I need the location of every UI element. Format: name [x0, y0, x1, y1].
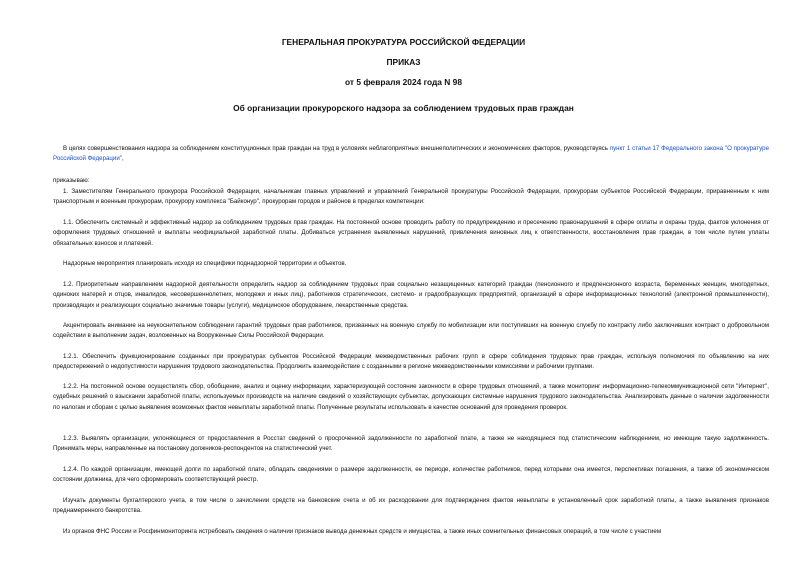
paragraph-izuchat: Изучать документы бухгалтерского учета, в том числе о зачислении средств на банковские счета и об их расходовании для подтверждения фактов невыплаты в установленный срок заработной платы, а также выявления признаков преднамеренного банкротства.	[53, 497, 769, 515]
paragraph-1: 1. Заместителям Генерального прокурора Российской Федерации, начальникам главных управлений и управлений Генеральной прокуратуры Российской Федерации, прокурорам субъектов Российской Федерации, приравненным к ним транспортным и военным прокурорам, прокурору комплекса "Байконур", прокурорам городов и районов в пределах компетенции:	[53, 188, 769, 206]
link-article-17[interactable]: пункт 1 статьи 17	[609, 145, 660, 152]
paragraph-1-1: 1.1. Обеспечить системный и эффективный надзор за соблюдением трудовых прав граждан. На постоянной основе проводить работу по предупреждению и пресечению правонарушений в сфере оплаты и охраны труда, фактов уклонения от оформления трудовых отношений и выплаты неофициальной заработной платы. Добиваться устранения выявленных нарушений, привлечения виновных лиц к ответственности, восстановления прав граждан, в том числе путем уплаты обязательных взносов и платежей.	[53, 219, 769, 247]
preamble-paragraph: В целях совершенствования надзора за соблюдением конституционных прав граждан на труд в условиях неблагоприятных внешнеполитических и экономических факторов, руководствуясь пункт 1 статьи 17 Федерального закона "О прокуратуре Российской Федерации",	[53, 145, 769, 163]
paragraph-1-2-1: 1.2.1. Обеспечить функционирование созданных при прокуратурах субъектов Российской Федерации межведомственных рабочих групп в сфере соблюдения трудовых прав граждан, используя полномочия по объявлению на них предостережений о недопустимости нарушения трудового законодательства. Продолжить взаимодействие с созданными в регионе межведомственными комиссиями и рабочими группами.	[53, 353, 769, 371]
paragraph-akcent: Акцентировать внимание на неукоснительном соблюдении гарантий трудовых прав работников, призванных на военную службу по мобилизации или поступивших на военную службу по контракту либо заключивших контракт о добровольном содействии в выполнении задач, возложенных на Вооруженные Силы Российской Федерации.	[53, 322, 769, 340]
document-title: Об организации прокурорского надзора за соблюдением трудовых прав граждан	[233, 103, 574, 113]
order-word: приказываю:	[53, 177, 90, 184]
paragraph-1-2: 1.2. Приоритетным направлением надзорной деятельности определить надзор за соблюдением трудовых прав социально незащищенных категорий граждан (пенсионного и предпенсионного возраста, беременных женщин, многодетных, одиноких матерей и отцов, инвалидов, несовершеннолетних, молодежи и иных лиц), работников стратегических, системо- и градообразующих предприятий, организаций в сфере информационных технологий (электронной промышленности), производящих и реализующих социально значимые товары (услуги), медицинское оборудование, лекарственные средства.	[53, 281, 769, 309]
paragraph-organy: Из органов ФНС России и Росфинмониторинга истребовать сведения о наличии признаков вывода денежных средств и имущества, а также иных сомнительных финансовых операций, в том числе с участием	[63, 528, 662, 535]
paragraph-1-2-4: 1.2.4. По каждой организации, имеющей долги по заработной плате, обладать сведениями о размере задолженности, ее периоде, количестве работников, перед которыми она имеется, перспективах погашения, а также об экономическом состоянии должника, для чего сформировать соответствующий реестр.	[53, 466, 769, 484]
document-date-number: от 5 февраля 2024 года N 98	[345, 77, 462, 87]
paragraph-1-2-3: 1.2.3. Выявлять организации, уклоняющиеся от предоставления в Росстат сведений о просроченной задолженности по заработной плате, а также не находящиеся под статистическим наблюдением, но имеющие такую задолженность. Принимать меры, направленные на постановку должников-респондентов на статистический учет.	[53, 435, 769, 453]
paragraph-1-2-2: 1.2.2. На постоянной основе осуществлять сбор, обобщение, анализ и оценку информации, характеризующей состояние законности в сфере трудовых отношений, а также мониторинг информационно-телекоммуникационной сети "Интернет", судебных решений о взыскании заработной платы, используемых производств на наличие сведений о хозяйствующих субъектах, допускающих системные нарушения трудового законодательства. Анализировать данные о наличии задолженности по налогам и сборам с целью выявления возможных фактов невыплаты заработной платы. Полученные результаты использовать в качестве оснований для проведения проверок.	[53, 383, 769, 411]
paragraph-nadzor: Надзорные мероприятия планировать исходя из специфики поднадзорной территории и объектов.	[63, 260, 347, 267]
document-type: ПРИКАЗ	[386, 57, 421, 67]
preamble-text-start: В целях совершенствования надзора за соблюдением конституционных прав граждан на труд в условиях неблагоприятных внешнеполитических и экономических факторов, руководствуясь	[63, 145, 610, 152]
issuing-authority: ГЕНЕРАЛЬНАЯ ПРОКУРАТУРА РОССИЙСКОЙ ФЕДЕРАЦИИ	[281, 37, 526, 47]
link-federal-law-prosecution[interactable]: Федерального закона "О прокуратуре Российской Федерации"	[53, 145, 769, 163]
